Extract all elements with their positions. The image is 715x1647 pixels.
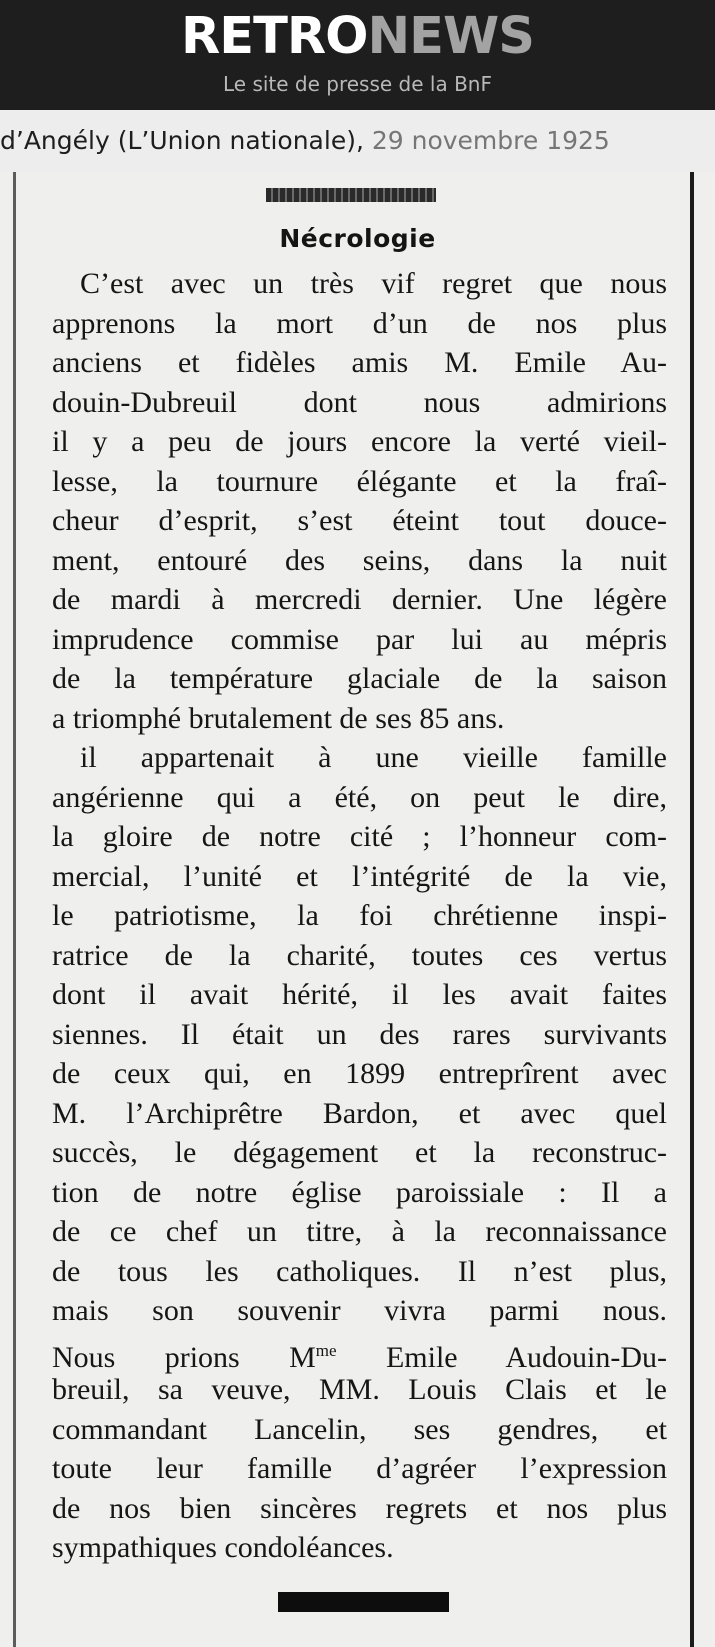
- article-line: succès, le dégagement et la reconstruc-: [52, 1136, 667, 1169]
- retronews-logo[interactable]: RETRONEWS: [180, 7, 535, 66]
- article-line: ratrice de la charité, toutes ces vertus: [52, 938, 667, 972]
- article-body: [52, 264, 667, 1568]
- article-line: de ce chef un titre, à la reconnaissance: [52, 1215, 667, 1248]
- article-line: mercial, l’unité et l’intégrité de la vie,: [52, 859, 667, 893]
- publication-name: d’Angély (L’Union nationale),: [0, 126, 364, 155]
- article-line: cheur d’esprit, s’est éteint tout douce-: [52, 504, 667, 537]
- article-line: dont il avait hérité, il les avait faites: [52, 978, 667, 1011]
- column-rule-left: [13, 172, 16, 1647]
- article-line: angérienne qui a été, on peut le dire,: [52, 780, 667, 814]
- article-line: la gloire de notre cité ; l’honneur com-: [52, 820, 667, 853]
- article-line: anciens et fidèles amis M. Emile Au-: [52, 346, 667, 379]
- article-clipping: [0, 172, 715, 1647]
- article-line: imprudence commise par lui au mépris: [52, 622, 667, 656]
- section-separator-bottom: [278, 1592, 449, 1612]
- article-line: a triomphé brutalement de ses 85 ans.: [52, 701, 505, 735]
- article-line: le patriotisme, la foi chrétienne inspi-: [52, 899, 667, 932]
- article-line: tion de notre église paroissiale : Il a: [52, 1175, 667, 1209]
- article-line: apprenons la mort d’un de nos plus: [52, 306, 667, 340]
- article-line: de tous les catholiques. Il n’est plus,: [52, 1254, 667, 1288]
- publication-date: 29 novembre 1925: [371, 126, 610, 155]
- article-line: de la température glaciale de la saison: [52, 662, 667, 695]
- column-rule-right: [690, 172, 694, 1647]
- article-line: siennes. Il était un des rares survivants: [52, 1017, 667, 1051]
- source-bar: [0, 110, 715, 172]
- article-line: toute leur famille d’agréer l’expression: [52, 1452, 667, 1485]
- section-separator-top: [266, 188, 436, 202]
- article-line: M. l’Archiprêtre Bardon, et avec quel: [52, 1096, 667, 1130]
- site-tagline: Le site de presse de la BnF: [222, 72, 492, 96]
- article-line: sympathiques condoléances.: [52, 1531, 394, 1564]
- article-title: Nécrologie: [279, 224, 436, 253]
- article-line: lesse, la tournure élégante et la fraî-: [52, 464, 667, 498]
- article-line: il y a peu de jours encore la verté vieil-: [52, 425, 667, 458]
- article-line: de ceux qui, en 1899 entreprîrent avec: [52, 1057, 667, 1090]
- article-line: de mardi à mercredi dernier. Une légère: [52, 583, 667, 616]
- article-line: il appartenait à une vieille famille: [80, 741, 667, 774]
- site-header: [0, 0, 715, 110]
- article-line: de nos bien sincères regrets et nos plus: [52, 1491, 667, 1525]
- article-line: Nous prions $M^{me}$ Emile Audouin-Du-: [52, 1340, 667, 1374]
- article-line: commandant Lancelin, ses gendres, et: [52, 1412, 667, 1446]
- article-line: douin-Dubreuil dont nous admirions: [52, 385, 667, 419]
- article-line: ment, entouré des seins, dans la nuit: [52, 543, 667, 577]
- article-line: breuil, sa veuve, MM. Louis Clais et le: [52, 1373, 667, 1406]
- article-line: C’est avec un très vif regret que nous: [80, 267, 667, 300]
- article-line: mais son souvenir vivra parmi nous.: [52, 1294, 667, 1327]
